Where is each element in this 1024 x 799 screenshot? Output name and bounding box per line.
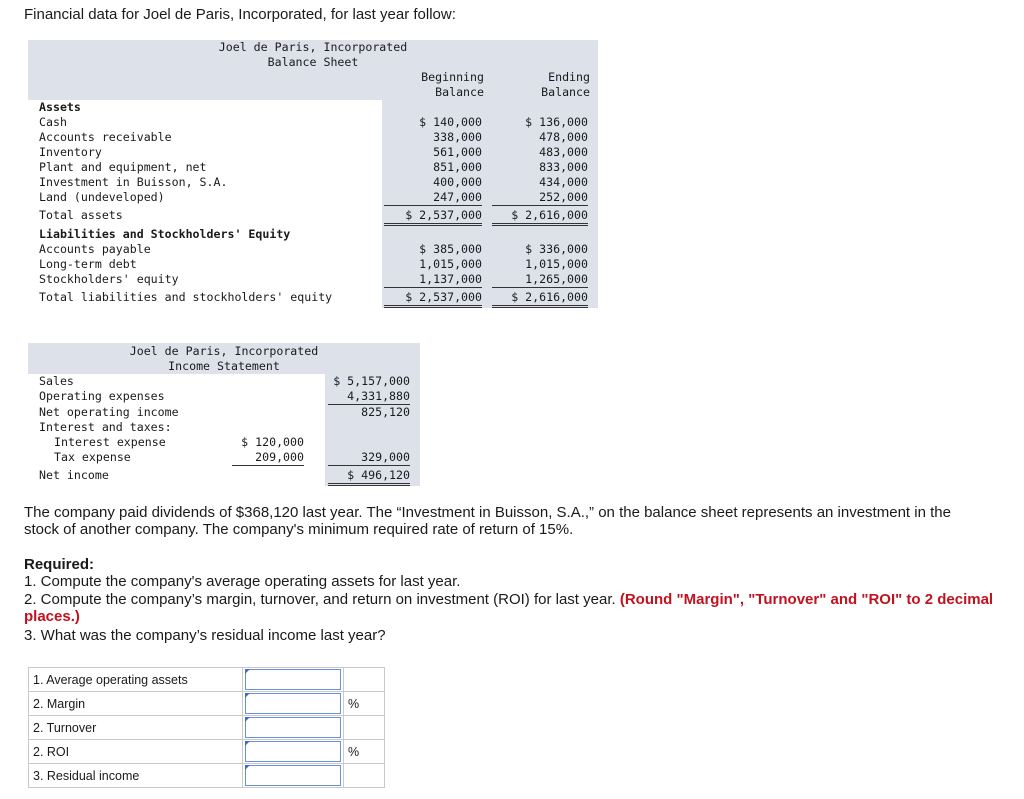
table-row (28, 468, 420, 483)
intro-text: Financial data for Joel de Paris, Incorporated, for last year follow: (24, 6, 456, 23)
row-end: $ 2,616,000 (492, 290, 588, 308)
row-end: $ 136,000 (525, 115, 588, 129)
row-end: 434,000 (539, 175, 588, 189)
row-begin: 851,000 (433, 160, 482, 174)
row-label: Long-term debt (39, 257, 137, 271)
answer-label: 2. Margin (29, 692, 243, 716)
row-begin: 1,137,000 (384, 272, 482, 288)
row-value: 825,120 (361, 405, 410, 419)
row-label: Total liabilities and stockholders' equity (39, 290, 333, 304)
total-assets-row (28, 208, 598, 223)
row-label: Land (undeveloped) (39, 190, 165, 204)
row-label: Cash (39, 115, 67, 129)
answer-unit: % (344, 740, 385, 764)
row-value: 209,000 (232, 450, 304, 466)
roi-input[interactable] (245, 741, 341, 762)
row-value: 4,331,880 (328, 389, 410, 405)
answer-table (28, 667, 385, 788)
row-total: 329,000 (328, 450, 410, 466)
requirement-3: 3. What was the company’s residual income last year? (24, 627, 386, 644)
row-begin: $ 385,000 (419, 242, 482, 256)
row-end: $ 2,616,000 (492, 208, 588, 226)
col-beginning-line2: Balance (435, 85, 484, 99)
row-begin: 1,015,000 (419, 257, 482, 271)
table-row (28, 130, 598, 145)
balance-sheet (28, 40, 598, 312)
requirement-2 (24, 591, 994, 625)
row-label: Tax expense (54, 450, 131, 464)
row-label: Stockholders' equity (39, 272, 179, 286)
answer-unit (344, 716, 385, 740)
row-end: 252,000 (492, 190, 588, 206)
dividend-paragraph: The company paid dividends of $368,120 last year. The “Investment in Buisson, S.A.,” on the balance sheet represents an investment in the stock of another company. The company's minimum required rate of return of 15%. (24, 504, 951, 538)
col-ending-line2: Balance (541, 85, 590, 99)
row-end: 478,000 (539, 130, 588, 144)
table-row (28, 160, 598, 175)
row-begin: 561,000 (433, 145, 482, 159)
answer-row (29, 740, 385, 764)
table-row (28, 242, 598, 257)
table-row (28, 389, 420, 404)
table-row (28, 190, 598, 205)
row-label: Accounts payable (39, 242, 151, 256)
table-row (28, 420, 420, 435)
row-value: $ 5,157,000 (333, 374, 410, 388)
answer-label: 2. ROI (29, 740, 243, 764)
rounding-note: (Round "Margin", "Turnover" and "ROI" to 2 decimal places.) (24, 591, 994, 625)
table-row (28, 175, 598, 190)
answer-row (29, 692, 385, 716)
row-label: Net operating income (39, 405, 179, 419)
row-label: Interest and taxes: (39, 420, 172, 434)
income-title: Joel de Paris, Incorporated (129, 344, 319, 358)
requirement-1: 1. Compute the company's average operating assets for last year. (24, 573, 461, 590)
row-label: Sales (39, 374, 74, 388)
row-label: Inventory (39, 145, 102, 159)
row-value: $ 120,000 (241, 435, 304, 449)
row-value: $ 496,120 (328, 468, 410, 486)
table-row (28, 374, 420, 389)
table-row (28, 145, 598, 160)
row-label: Total assets (39, 208, 123, 222)
row-label: Accounts receivable (39, 130, 172, 144)
row-end: 1,265,000 (492, 272, 588, 288)
assets-heading: Assets (39, 100, 81, 114)
turnover-input[interactable] (245, 717, 341, 738)
answer-unit (344, 764, 385, 788)
required-title: Required: (24, 556, 95, 573)
requirement-2-text: 2. Compute the company’s margin, turnover, and return on investment (ROI) for last year. (24, 591, 616, 608)
row-begin: 338,000 (433, 130, 482, 144)
answer-unit: % (344, 692, 385, 716)
table-row (28, 115, 598, 130)
balance-sheet-title: Joel de Paris, Incorporated (218, 40, 408, 54)
table-row (28, 257, 598, 272)
row-begin: $ 2,537,000 (384, 208, 482, 226)
answer-unit (344, 668, 385, 692)
income-subtitle: Income Statement (168, 359, 280, 373)
table-row (28, 405, 420, 420)
row-begin: 247,000 (384, 190, 482, 206)
answer-row (29, 764, 385, 788)
answer-label: 2. Turnover (29, 716, 243, 740)
average-operating-assets-input[interactable] (245, 669, 341, 690)
answer-label: 1. Average operating assets (29, 668, 243, 692)
col-ending-line1: Ending (548, 70, 590, 84)
margin-input[interactable] (245, 693, 341, 714)
residual-income-input[interactable] (245, 765, 341, 786)
row-begin: $ 140,000 (419, 115, 482, 129)
table-row (28, 450, 420, 465)
answer-row (29, 668, 385, 692)
row-begin: $ 2,537,000 (384, 290, 482, 308)
row-end: 483,000 (539, 145, 588, 159)
total-liabilities-row (28, 290, 598, 305)
row-label: Interest expense (54, 435, 166, 449)
row-label: Net income (39, 468, 109, 482)
row-label: Plant and equipment, net (39, 160, 207, 174)
table-row (28, 435, 420, 450)
answer-row (29, 716, 385, 740)
table-row (28, 272, 598, 287)
row-begin: 400,000 (433, 175, 482, 189)
row-end: 833,000 (539, 160, 588, 174)
row-end: 1,015,000 (525, 257, 588, 271)
row-label: Operating expenses (39, 389, 165, 403)
answer-label: 3. Residual income (29, 764, 243, 788)
balance-sheet-subtitle: Balance Sheet (267, 55, 359, 69)
row-label: Investment in Buisson, S.A. (39, 175, 228, 189)
liabilities-heading: Liabilities and Stockholders' Equity (39, 227, 291, 241)
income-statement (28, 343, 420, 488)
col-beginning-line1: Beginning (421, 70, 484, 84)
row-end: $ 336,000 (525, 242, 588, 256)
